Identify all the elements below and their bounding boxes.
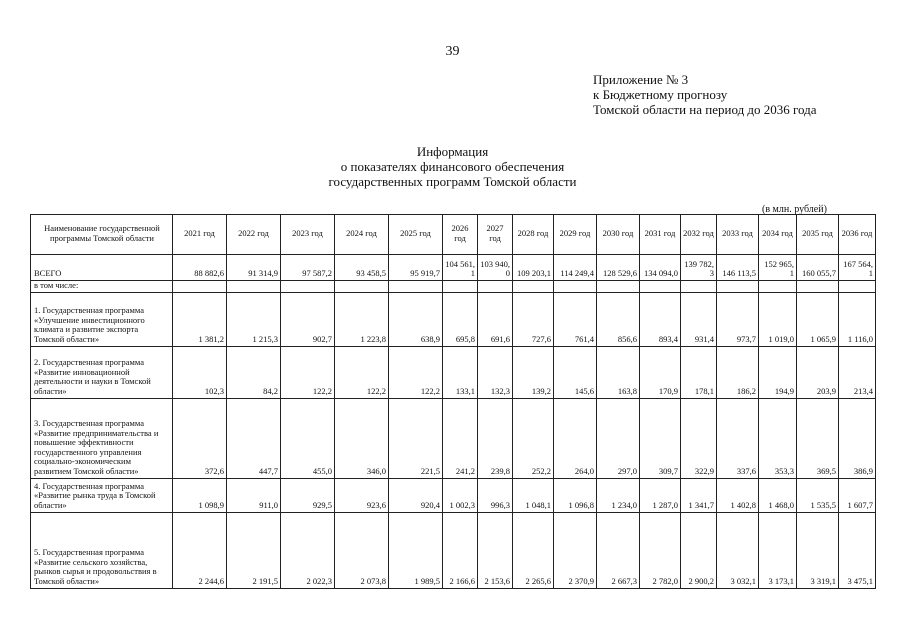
value-text: 386,9 — [853, 466, 873, 476]
table-row — [31, 281, 876, 293]
value-cell — [717, 281, 759, 293]
value-text: 1 096,8 — [568, 500, 594, 510]
table-header-row — [31, 215, 876, 255]
value-text: 132,3 — [490, 386, 510, 396]
header-year: 2027 год — [478, 215, 513, 255]
title-line-2: о показателях финансового обеспечения — [340, 159, 565, 174]
value-text: 2 244,6 — [198, 576, 224, 586]
value-text: 128 529,6 — [603, 268, 637, 279]
program-name-cell: 4. Государственная программа «Развитие рынка труда в Томской области» — [31, 478, 173, 512]
value-cell — [717, 255, 759, 281]
value-cell — [759, 346, 797, 398]
value-text: 1 019,0 — [768, 334, 794, 344]
value-cell — [281, 281, 335, 293]
value-cell — [389, 346, 443, 398]
title-line-1: Информация — [416, 144, 489, 159]
value-cell — [797, 398, 839, 478]
value-cell — [717, 398, 759, 478]
value-text: 186,2 — [736, 386, 756, 396]
value-cell — [513, 512, 554, 588]
value-text: 1 223,8 — [360, 334, 386, 344]
value-text: 167 564,1 — [843, 258, 873, 279]
value-cell — [797, 478, 839, 512]
value-cell — [335, 478, 389, 512]
value-text: 114 249,4 — [560, 268, 594, 279]
financing-table — [30, 214, 876, 589]
value-cell — [335, 346, 389, 398]
table-row — [31, 292, 876, 346]
value-cell — [443, 281, 478, 293]
value-cell — [839, 281, 876, 293]
value-cell — [513, 292, 554, 346]
value-cell — [443, 255, 478, 281]
value-cell — [478, 255, 513, 281]
value-text: 103 940,0 — [480, 258, 510, 279]
value-text: 2 667,3 — [611, 576, 637, 586]
value-cell — [173, 292, 227, 346]
value-text: 923,6 — [366, 500, 386, 510]
value-cell — [335, 292, 389, 346]
value-cell — [640, 255, 681, 281]
value-cell — [681, 398, 717, 478]
value-cell — [173, 478, 227, 512]
value-cell — [281, 255, 335, 281]
value-cell — [640, 512, 681, 588]
header-year: 2026 год — [443, 215, 478, 255]
value-text: 2 265,6 — [525, 576, 551, 586]
value-cell — [839, 398, 876, 478]
value-cell — [389, 398, 443, 478]
value-cell — [513, 478, 554, 512]
table-row — [31, 512, 876, 588]
value-text: 2 153,6 — [484, 576, 510, 586]
document-title — [0, 144, 905, 189]
value-cell — [554, 292, 597, 346]
value-cell — [681, 255, 717, 281]
value-text: 194,9 — [774, 386, 794, 396]
value-text: 1 381,2 — [198, 334, 224, 344]
value-cell — [597, 292, 640, 346]
value-text: 691,6 — [490, 334, 510, 344]
value-cell — [513, 398, 554, 478]
value-text: 902,7 — [312, 334, 332, 344]
value-text: 893,4 — [658, 334, 678, 344]
program-name-cell: 5. Государственная программа «Развитие сельского хозяйства, рынков сырья и продовольствия в Томской области» — [31, 512, 173, 588]
value-cell — [597, 478, 640, 512]
value-text: 239,8 — [490, 466, 510, 476]
value-cell — [478, 346, 513, 398]
value-text: 337,6 — [736, 466, 756, 476]
value-text: 3 173,1 — [768, 576, 794, 586]
value-cell — [443, 478, 478, 512]
value-text: 353,3 — [774, 466, 794, 476]
value-cell — [717, 478, 759, 512]
value-cell — [389, 478, 443, 512]
value-cell — [640, 281, 681, 293]
value-cell — [759, 512, 797, 588]
value-text: 3 319,1 — [810, 576, 836, 586]
value-text: 3 475,1 — [847, 576, 873, 586]
value-cell — [227, 281, 281, 293]
value-text: 346,0 — [366, 466, 386, 476]
value-text: 2 166,6 — [449, 576, 475, 586]
value-text: 93 458,5 — [356, 268, 386, 279]
value-text: 203,9 — [816, 386, 836, 396]
value-cell — [335, 398, 389, 478]
value-cell — [227, 292, 281, 346]
value-text: 1 468,0 — [768, 500, 794, 510]
value-cell — [640, 346, 681, 398]
appendix-line-2: к Бюджетному прогнозу — [593, 87, 728, 102]
value-text: 1 234,0 — [611, 500, 637, 510]
value-text: 3 032,1 — [730, 576, 756, 586]
value-text: 856,6 — [617, 334, 637, 344]
value-cell — [513, 281, 554, 293]
value-text: 2 782,0 — [652, 576, 678, 586]
value-text: 322,9 — [694, 466, 714, 476]
value-text: 1 098,9 — [198, 500, 224, 510]
value-text: 455,0 — [312, 466, 332, 476]
value-text: 122,2 — [312, 386, 332, 396]
value-cell — [227, 478, 281, 512]
appendix-header — [593, 72, 817, 117]
value-cell — [281, 346, 335, 398]
value-cell — [227, 255, 281, 281]
value-cell — [478, 292, 513, 346]
value-cell — [759, 281, 797, 293]
value-cell — [839, 292, 876, 346]
value-text: 178,1 — [694, 386, 714, 396]
value-cell — [281, 512, 335, 588]
value-text: 221,5 — [420, 466, 440, 476]
value-cell — [554, 281, 597, 293]
value-text: 122,2 — [420, 386, 440, 396]
value-text: 1 607,7 — [847, 500, 873, 510]
value-cell — [554, 398, 597, 478]
table-row — [31, 398, 876, 478]
value-text: 160 055,7 — [802, 268, 836, 279]
value-text: 297,0 — [617, 466, 637, 476]
value-text: 761,4 — [574, 334, 594, 344]
value-cell — [797, 281, 839, 293]
value-cell — [640, 292, 681, 346]
value-cell — [173, 512, 227, 588]
appendix-line-1: Приложение № 3 — [593, 72, 689, 87]
value-text: 84,2 — [263, 386, 278, 396]
value-text: 973,7 — [736, 334, 756, 344]
value-cell — [478, 478, 513, 512]
value-text: 931,4 — [694, 334, 714, 344]
value-text: 139,2 — [531, 386, 551, 396]
value-text: 213,4 — [853, 386, 873, 396]
header-year: 2029 год — [554, 215, 597, 255]
value-cell — [478, 512, 513, 588]
value-text: 2 370,9 — [568, 576, 594, 586]
value-text: 146 113,5 — [722, 268, 756, 279]
value-text: 996,3 — [490, 500, 510, 510]
header-year: 2032 год — [681, 215, 717, 255]
value-text: 134 094,0 — [644, 268, 678, 279]
value-text: 1 287,0 — [652, 500, 678, 510]
value-cell — [717, 512, 759, 588]
value-cell — [839, 255, 876, 281]
header-year: 2031 год — [640, 215, 681, 255]
value-text: 102,3 — [204, 386, 224, 396]
value-cell — [389, 292, 443, 346]
value-cell — [335, 281, 389, 293]
value-cell — [681, 512, 717, 588]
value-text: 139 782,3 — [684, 258, 714, 279]
value-text: 1 116,0 — [847, 334, 873, 344]
value-text: 1 215,3 — [252, 334, 278, 344]
value-cell — [389, 281, 443, 293]
value-cell — [597, 346, 640, 398]
value-cell — [281, 292, 335, 346]
value-cell — [478, 281, 513, 293]
value-cell — [640, 478, 681, 512]
value-text: 727,6 — [531, 334, 551, 344]
header-year: 2021 год — [173, 215, 227, 255]
value-text: 920,4 — [420, 500, 440, 510]
header-year: 2022 год — [227, 215, 281, 255]
value-cell — [173, 255, 227, 281]
value-text: 170,9 — [658, 386, 678, 396]
value-cell — [554, 346, 597, 398]
table-row — [31, 478, 876, 512]
table-body — [31, 255, 876, 589]
value-cell — [227, 512, 281, 588]
value-text: 88 882,6 — [194, 268, 224, 279]
value-cell — [281, 398, 335, 478]
value-text: 1 048,1 — [525, 500, 551, 510]
value-cell — [389, 512, 443, 588]
value-text: 638,9 — [420, 334, 440, 344]
value-cell — [335, 512, 389, 588]
value-cell — [759, 398, 797, 478]
value-text: 1 341,7 — [688, 500, 714, 510]
value-text: 152 965,1 — [764, 258, 794, 279]
value-text: 97 587,2 — [302, 268, 332, 279]
value-text: 372,6 — [204, 466, 224, 476]
value-text: 241,2 — [455, 466, 475, 476]
value-text: 309,7 — [658, 466, 678, 476]
value-cell — [173, 281, 227, 293]
value-cell — [335, 255, 389, 281]
value-text: 145,6 — [574, 386, 594, 396]
value-cell — [839, 512, 876, 588]
value-cell — [443, 398, 478, 478]
table-row — [31, 255, 876, 281]
value-cell — [839, 478, 876, 512]
value-cell — [597, 512, 640, 588]
value-cell — [717, 292, 759, 346]
value-text: 1 535,5 — [810, 500, 836, 510]
value-cell — [554, 478, 597, 512]
header-year: 2035 год — [797, 215, 839, 255]
header-year: 2023 год — [281, 215, 335, 255]
value-text: 104 561,1 — [445, 258, 475, 279]
value-cell — [681, 281, 717, 293]
value-text: 1 402,8 — [730, 500, 756, 510]
value-cell — [173, 346, 227, 398]
value-text: 1 002,3 — [449, 500, 475, 510]
header-year: 2034 год — [759, 215, 797, 255]
program-name-cell: 3. Государственная программа «Развитие предпринимательства и повышение эффективности государственного управления социально-экономическим развитием Томской области» — [31, 398, 173, 478]
value-text: 122,2 — [366, 386, 386, 396]
value-cell — [513, 255, 554, 281]
value-cell — [478, 398, 513, 478]
value-text: 133,1 — [455, 386, 475, 396]
value-cell — [681, 346, 717, 398]
value-cell — [554, 255, 597, 281]
program-name-cell: 1. Государственная программа «Улучшение инвестиционного климата и развитие экспорта Томской области» — [31, 292, 173, 346]
value-text: 929,5 — [312, 500, 332, 510]
value-text: 91 314,9 — [248, 268, 278, 279]
value-text: 1 065,9 — [810, 334, 836, 344]
value-cell — [227, 398, 281, 478]
value-cell — [443, 512, 478, 588]
value-text: 2 073,8 — [360, 576, 386, 586]
table-row — [31, 346, 876, 398]
value-cell — [681, 292, 717, 346]
value-cell — [597, 398, 640, 478]
value-cell — [759, 292, 797, 346]
header-year: 2030 год — [597, 215, 640, 255]
value-text: 109 203,1 — [517, 268, 551, 279]
value-cell — [227, 346, 281, 398]
value-cell — [797, 292, 839, 346]
value-cell — [640, 398, 681, 478]
value-cell — [839, 346, 876, 398]
value-cell — [797, 255, 839, 281]
program-name-cell: 2. Государственная программа «Развитие инновационной деятельности и науки в Томской области» — [31, 346, 173, 398]
value-text: 911,0 — [259, 500, 278, 510]
value-text: 252,2 — [531, 466, 551, 476]
units-note: (в млн. рублей) — [762, 204, 827, 215]
header-year: 2036 год — [839, 215, 876, 255]
value-cell — [554, 512, 597, 588]
header-year: 2033 год — [717, 215, 759, 255]
program-name-cell: в том числе: — [31, 281, 173, 293]
value-text: 369,5 — [816, 466, 836, 476]
header-program-name: Наименование государственной программы Томской области — [31, 215, 173, 255]
value-cell — [759, 255, 797, 281]
value-cell — [797, 512, 839, 588]
value-cell — [717, 346, 759, 398]
header-year: 2028 год — [513, 215, 554, 255]
value-cell — [281, 478, 335, 512]
value-text: 2 022,3 — [306, 576, 332, 586]
appendix-line-3: Томской области на период до 2036 года — [593, 102, 817, 117]
value-cell — [597, 281, 640, 293]
program-name-cell: ВСЕГО — [31, 255, 173, 281]
value-cell — [443, 292, 478, 346]
value-text: 447,7 — [258, 466, 278, 476]
value-text: 2 191,5 — [252, 576, 278, 586]
value-text: 95 919,7 — [410, 268, 440, 279]
value-cell — [597, 255, 640, 281]
value-text: 1 989,5 — [414, 576, 440, 586]
value-cell — [759, 478, 797, 512]
title-line-3: государственных программ Томской области — [328, 174, 577, 189]
value-cell — [681, 478, 717, 512]
value-cell — [389, 255, 443, 281]
value-text: 264,0 — [574, 466, 594, 476]
header-year: 2025 год — [389, 215, 443, 255]
value-cell — [797, 346, 839, 398]
value-cell — [443, 346, 478, 398]
value-text: 695,8 — [455, 334, 475, 344]
page-number: 39 — [445, 44, 460, 59]
value-text: 163,8 — [617, 386, 637, 396]
value-cell — [513, 346, 554, 398]
value-text: 2 900,2 — [688, 576, 714, 586]
header-year: 2024 год — [335, 215, 389, 255]
value-cell — [173, 398, 227, 478]
